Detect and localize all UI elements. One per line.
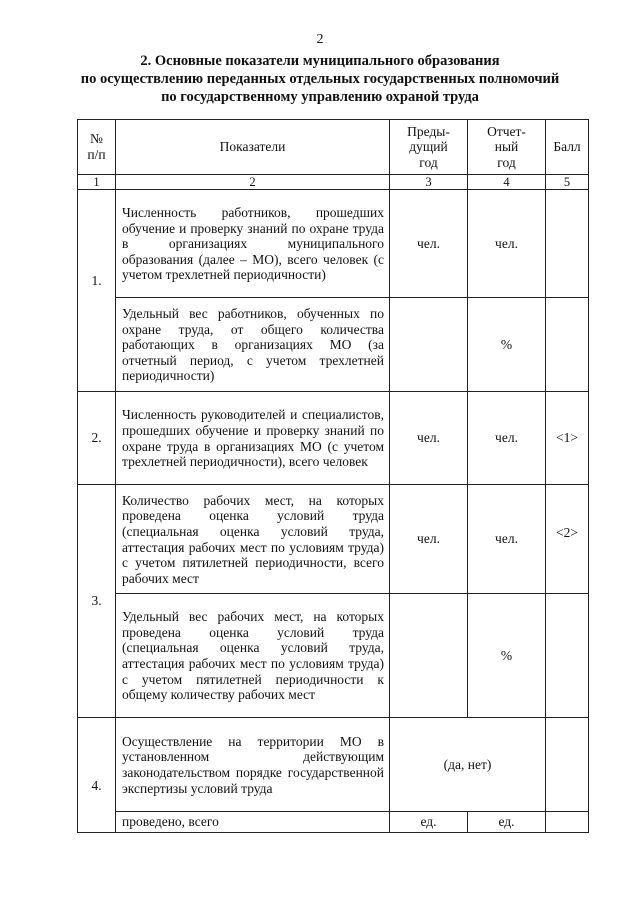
header-score: Балл (546, 120, 589, 175)
report-year-cell: чел. (468, 190, 546, 298)
indicators-table (77, 119, 589, 833)
indicator-text: Удельный вес рабочих мест, на которых проведена оценка условий труда (специальная оценка условий труда, аттестация рабочих мест по условиям труда) с учетом пятилетней периодичности к общему количеству рабочих мест (116, 594, 390, 718)
heading-line-3: по государственному управлению охраной труда (161, 89, 479, 105)
merged-value-cell: (да, нет) (390, 718, 546, 812)
table-row (78, 594, 589, 718)
score-cell (546, 718, 589, 812)
previous-year-cell: чел. (390, 190, 468, 298)
score-cell (546, 190, 589, 298)
column-index-row (78, 175, 589, 190)
table-row (78, 718, 589, 812)
report-year-cell: % (468, 594, 546, 718)
previous-year-cell (390, 594, 468, 718)
header-previous-year: Преды- дущий год (390, 120, 468, 175)
row-number: 2. (78, 392, 116, 485)
indicator-text: Удельный вес работников, обученных по охране труда, от общего количества работающих в организациях МО (за отчетный период, с учетом трехлетней периодичности) (116, 298, 390, 392)
previous-year-cell: чел. (390, 392, 468, 485)
indicator-text: Численность руководителей и специалистов, прошедших обучение и проверку знаний по охране труда в организациях МО (с учетом трехлетней периодичности), всего человек (116, 392, 390, 485)
row-number: 1. (78, 190, 116, 392)
score-cell (546, 812, 589, 833)
indicator-text: Количество рабочих мест, на которых проведена оценка условий труда (специальная оценка условий труда, аттестация рабочих мест по условиям труда) с учетом пятилетней периодичности, всего рабочих мест (116, 485, 390, 594)
previous-year-cell (390, 298, 468, 392)
column-index: 4 (468, 175, 546, 190)
score-cell: <1> (546, 392, 589, 485)
column-index: 5 (546, 175, 589, 190)
table-row (78, 298, 589, 392)
indicator-text: Численность работников, прошедших обучение и проверку знаний по охране труда в организациях муниципального образования (далее – МО), всего человек (с учетом трехлетней периодичности) (116, 190, 390, 298)
column-index: 3 (390, 175, 468, 190)
heading-line-1: 2. Основные показатели муниципального образования (140, 53, 500, 69)
score-cell: <2> (546, 485, 589, 594)
page-number: 2 (316, 32, 324, 47)
report-year-cell: чел. (468, 392, 546, 485)
column-index: 1 (78, 175, 116, 190)
report-year-cell: % (468, 298, 546, 392)
heading-line-2: по осуществлению переданных отдельных государственных полномочий (80, 71, 560, 87)
table-row (78, 190, 589, 298)
indicator-text: Осуществление на территории МО в установленном действующим законодательством порядке государственной экспертизы условий труда (116, 718, 390, 812)
table-row (78, 485, 589, 594)
header-no: № п/п (78, 120, 116, 175)
report-year-cell: чел. (468, 485, 546, 594)
table-row (78, 812, 589, 833)
table-row (78, 392, 589, 485)
previous-year-cell: ед. (390, 812, 468, 833)
row-number: 4. (78, 718, 116, 833)
indicator-text: проведено, всего (116, 812, 390, 833)
score-cell (546, 298, 589, 392)
header-report-year: Отчет- ный год (468, 120, 546, 175)
report-year-cell: ед. (468, 812, 546, 833)
column-index: 2 (116, 175, 390, 190)
row-number: 3. (78, 485, 116, 718)
header-indicator: Показатели (116, 120, 390, 175)
document-heading (40, 52, 600, 106)
previous-year-cell: чел. (390, 485, 468, 594)
header-row (78, 120, 589, 175)
score-cell (546, 594, 589, 718)
